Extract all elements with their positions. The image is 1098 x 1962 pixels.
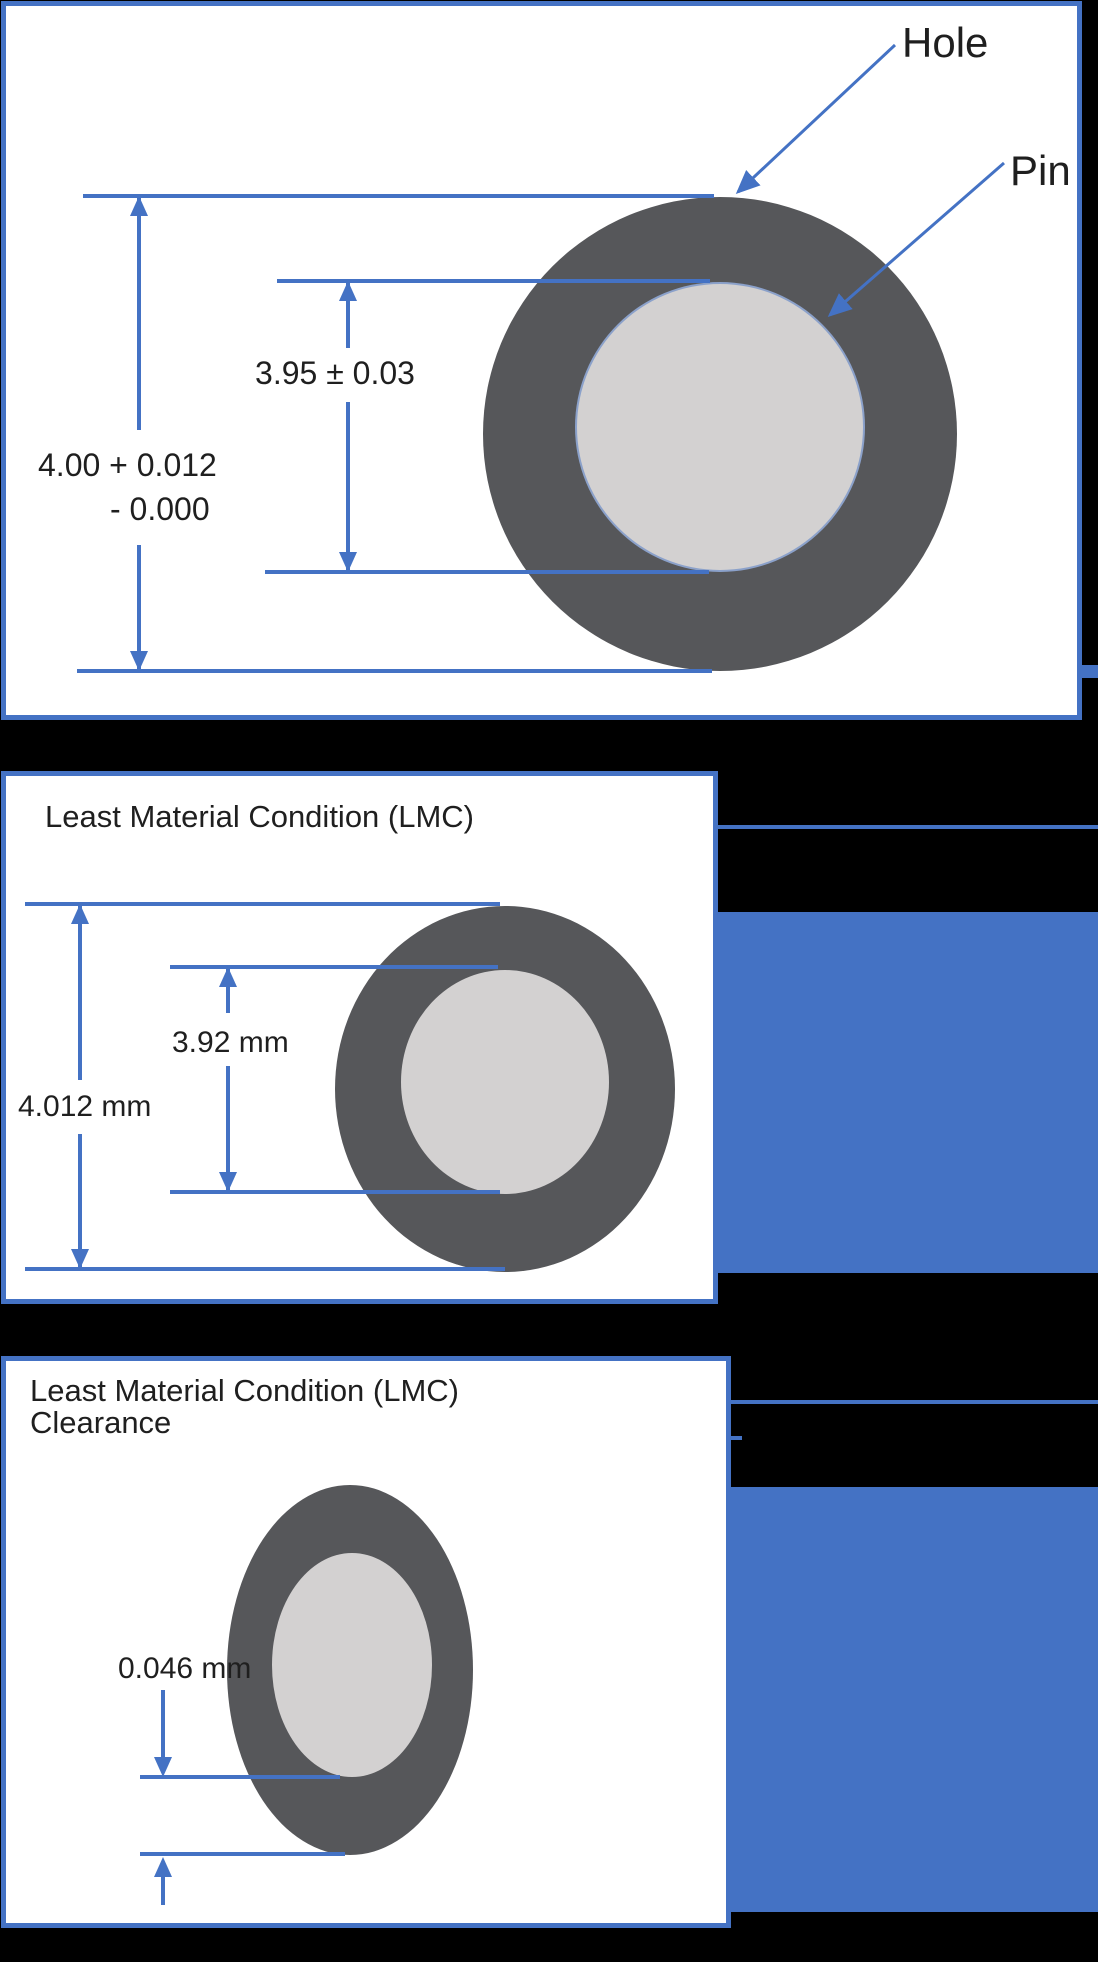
- lmc-pin-dim-arrow-down-icon: [219, 1172, 237, 1192]
- clearance-dim-arrow-up-icon: [154, 1857, 172, 1877]
- hole-top-extension-line: [83, 194, 714, 198]
- lmc-hole-dim-arrow-up-icon: [71, 904, 89, 924]
- hole-dim-line-upper: [137, 198, 141, 430]
- clearance-dim-arrow-down-icon: [154, 1757, 172, 1777]
- lmc-hole-bottom-extension-line: [25, 1267, 505, 1271]
- clearance-hole-bottom-extension-line: [140, 1852, 345, 1856]
- pin-circle: [575, 282, 865, 572]
- clearance-dim-line-upper: [161, 1690, 165, 1757]
- pin-dim-arrow-up-icon: [339, 281, 357, 301]
- clearance-pin-ellipse: [272, 1553, 432, 1777]
- clearance-dimension-text: 0.046 mm: [118, 1652, 252, 1685]
- pin-bottom-extension-line: [265, 570, 709, 574]
- bottom-right-tick: [726, 1436, 742, 1440]
- clearance-dim-line-lower: [161, 1875, 165, 1905]
- hole-bottom-extension-line: [77, 669, 712, 673]
- pin-dimension-text: 3.95 ± 0.03: [255, 355, 415, 391]
- lmc-pin-circle: [401, 970, 609, 1194]
- clearance-title-line1: Least Material Condition (LMC): [30, 1373, 460, 1408]
- hole-dimension-text-line1: 4.00 + 0.012: [38, 447, 217, 483]
- bottom-right-thin-line: [731, 1400, 1098, 1404]
- lmc-pin-dim-arrow-up-icon: [219, 967, 237, 987]
- lmc-hole-dim-line-upper: [78, 906, 82, 1080]
- clearance-title-line2: Clearance: [30, 1405, 172, 1440]
- lmc-hole-dimension-text: 4.012 mm: [18, 1090, 152, 1123]
- pin-dim-arrow-down-icon: [339, 552, 357, 572]
- hole-dimension-text-line2: - 0.000: [110, 491, 210, 527]
- right-edge-blue-tab: [1079, 665, 1098, 678]
- middle-right-blue-rect: [718, 912, 1098, 1273]
- hole-dim-arrow-up-icon: [130, 196, 148, 216]
- hole-label: Hole: [902, 19, 989, 66]
- pin-label: Pin: [1010, 147, 1071, 194]
- lmc-hole-top-extension-line: [25, 902, 500, 906]
- bottom-right-blue-rect: [729, 1487, 1098, 1912]
- lmc-title: Least Material Condition (LMC): [45, 799, 475, 834]
- pin-dim-line-lower: [346, 402, 350, 570]
- middle-right-thin-line: [716, 825, 1098, 829]
- pin-leader-line: [820, 155, 1010, 323]
- lmc-hole-dim-arrow-down-icon: [71, 1249, 89, 1269]
- hole-dim-arrow-down-icon: [130, 651, 148, 671]
- lmc-pin-dimension-text: 3.92 mm: [172, 1026, 289, 1059]
